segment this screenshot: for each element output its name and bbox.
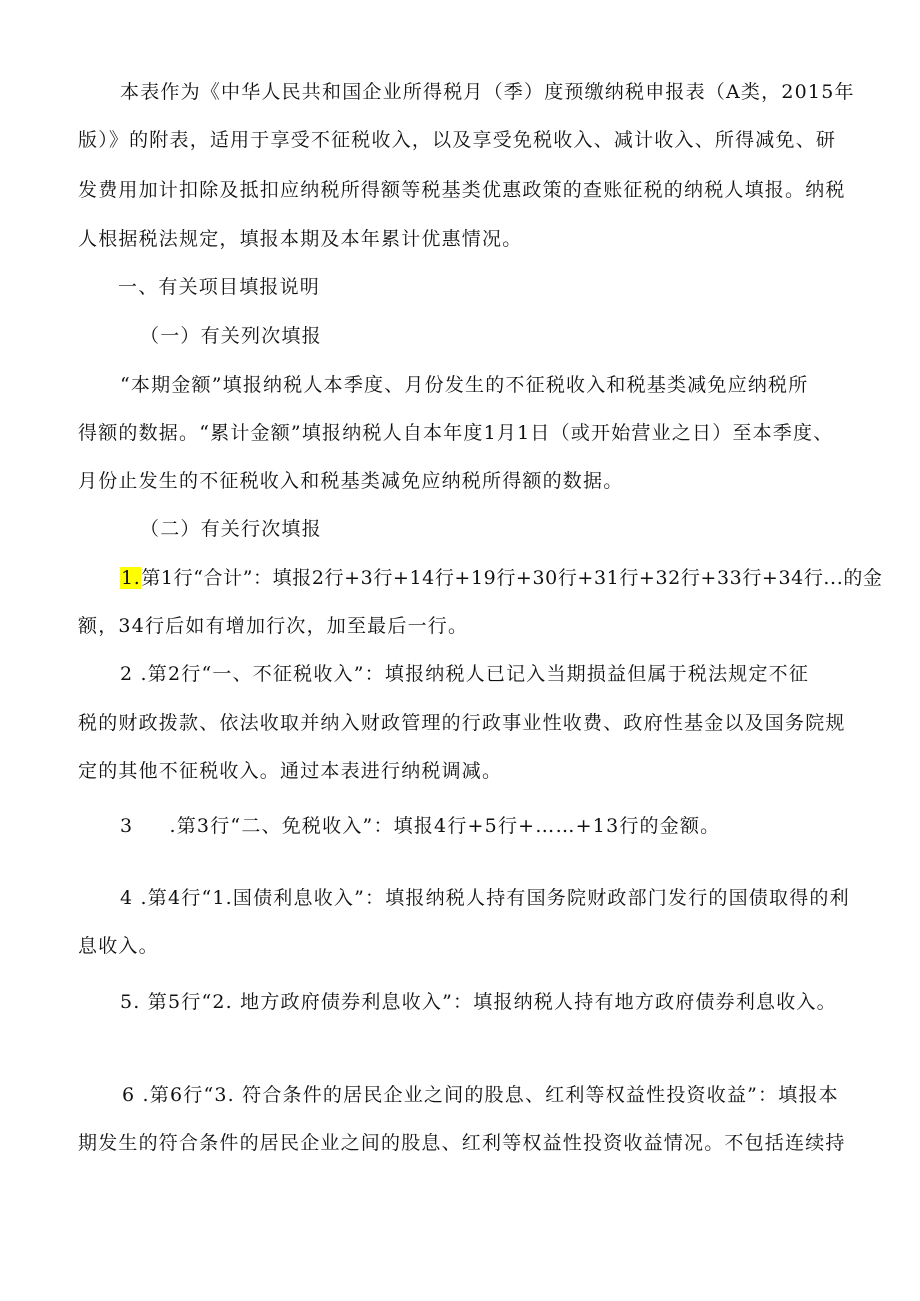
item-2-line-2: 税的财政拨款、依法收取并纳入财政管理的行政事业性收费、政府性基金以及国务院规	[78, 712, 846, 734]
item-4-line-2: 息收入。	[78, 935, 159, 957]
item-6-line-2: 期发生的符合条件的居民企业之间的股息、红利等权益性投资收益情况。不包括连续持	[78, 1132, 846, 1154]
item-2-line-1: 2 .第2行“一、不征税收入”：填报纳税人已记入当期损益但属于税法规定不征	[120, 663, 810, 685]
section-heading-1: 一、有关项目填报说明	[118, 276, 321, 298]
item-3-line-1: 3 .第3行“二、免税收入”：填报4行+5行+……+13行的金额。	[120, 815, 721, 837]
column-note-line-3: 月份止发生的不征税收入和税基类减免应纳税所得额的数据。	[78, 470, 624, 492]
intro-line-1: 本表作为《中华人民共和国企业所得税月（季）度预缴纳税申报表（A类，2015年	[120, 81, 855, 103]
item-1-text: 第1行“合计”：填报2行+3行+14行+19行+30行+31行+32行+33行+34行...的金	[141, 567, 883, 589]
column-note-line-2: 得额的数据。“累计金额”填报纳税人自本年度1月1日（或开始营业之日）至本季度、	[78, 422, 834, 444]
item-1-line-2: 额，34行后如有增加行次，加至最后一行。	[78, 615, 469, 637]
subsection-heading-rows: （二）有关行次填报	[140, 518, 322, 540]
item-6-line-1: 6 .第6行“3. 符合条件的居民企业之间的股息、红利等权益性投资收益”：填报本	[122, 1084, 839, 1106]
column-note-line-1: “本期金额”填报纳税人本季度、月份发生的不征税收入和税基类减免应纳税所	[120, 374, 809, 396]
highlighted-item-number: 1.	[121, 567, 141, 589]
item-2-line-3: 定的其他不征税收入。通过本表进行纳税调减。	[78, 760, 503, 782]
intro-line-2: 版）》的附表，适用于享受不征税收入，以及享受免税收入、减计收入、所得减免、研	[78, 129, 837, 151]
item-4-line-1: 4 .第4行“1.国债利息收入”：填报纳税人持有国务院财政部门发行的国债取得的利	[120, 887, 850, 909]
item-1-line-1	[120, 566, 883, 590]
intro-line-3: 发费用加计扣除及抵扣应纳税所得额等税基类优惠政策的查账征税的纳税人填报。纳税	[78, 179, 846, 201]
intro-line-4: 人根据税法规定，填报本期及本年累计优惠情况。	[78, 228, 523, 250]
subsection-heading-columns: （一）有关列次填报	[140, 325, 322, 347]
item-5-line-1: 5. 第5行“2. 地方政府债券利息收入”：填报纳税人持有地方政府债券利息收入。	[120, 991, 837, 1013]
